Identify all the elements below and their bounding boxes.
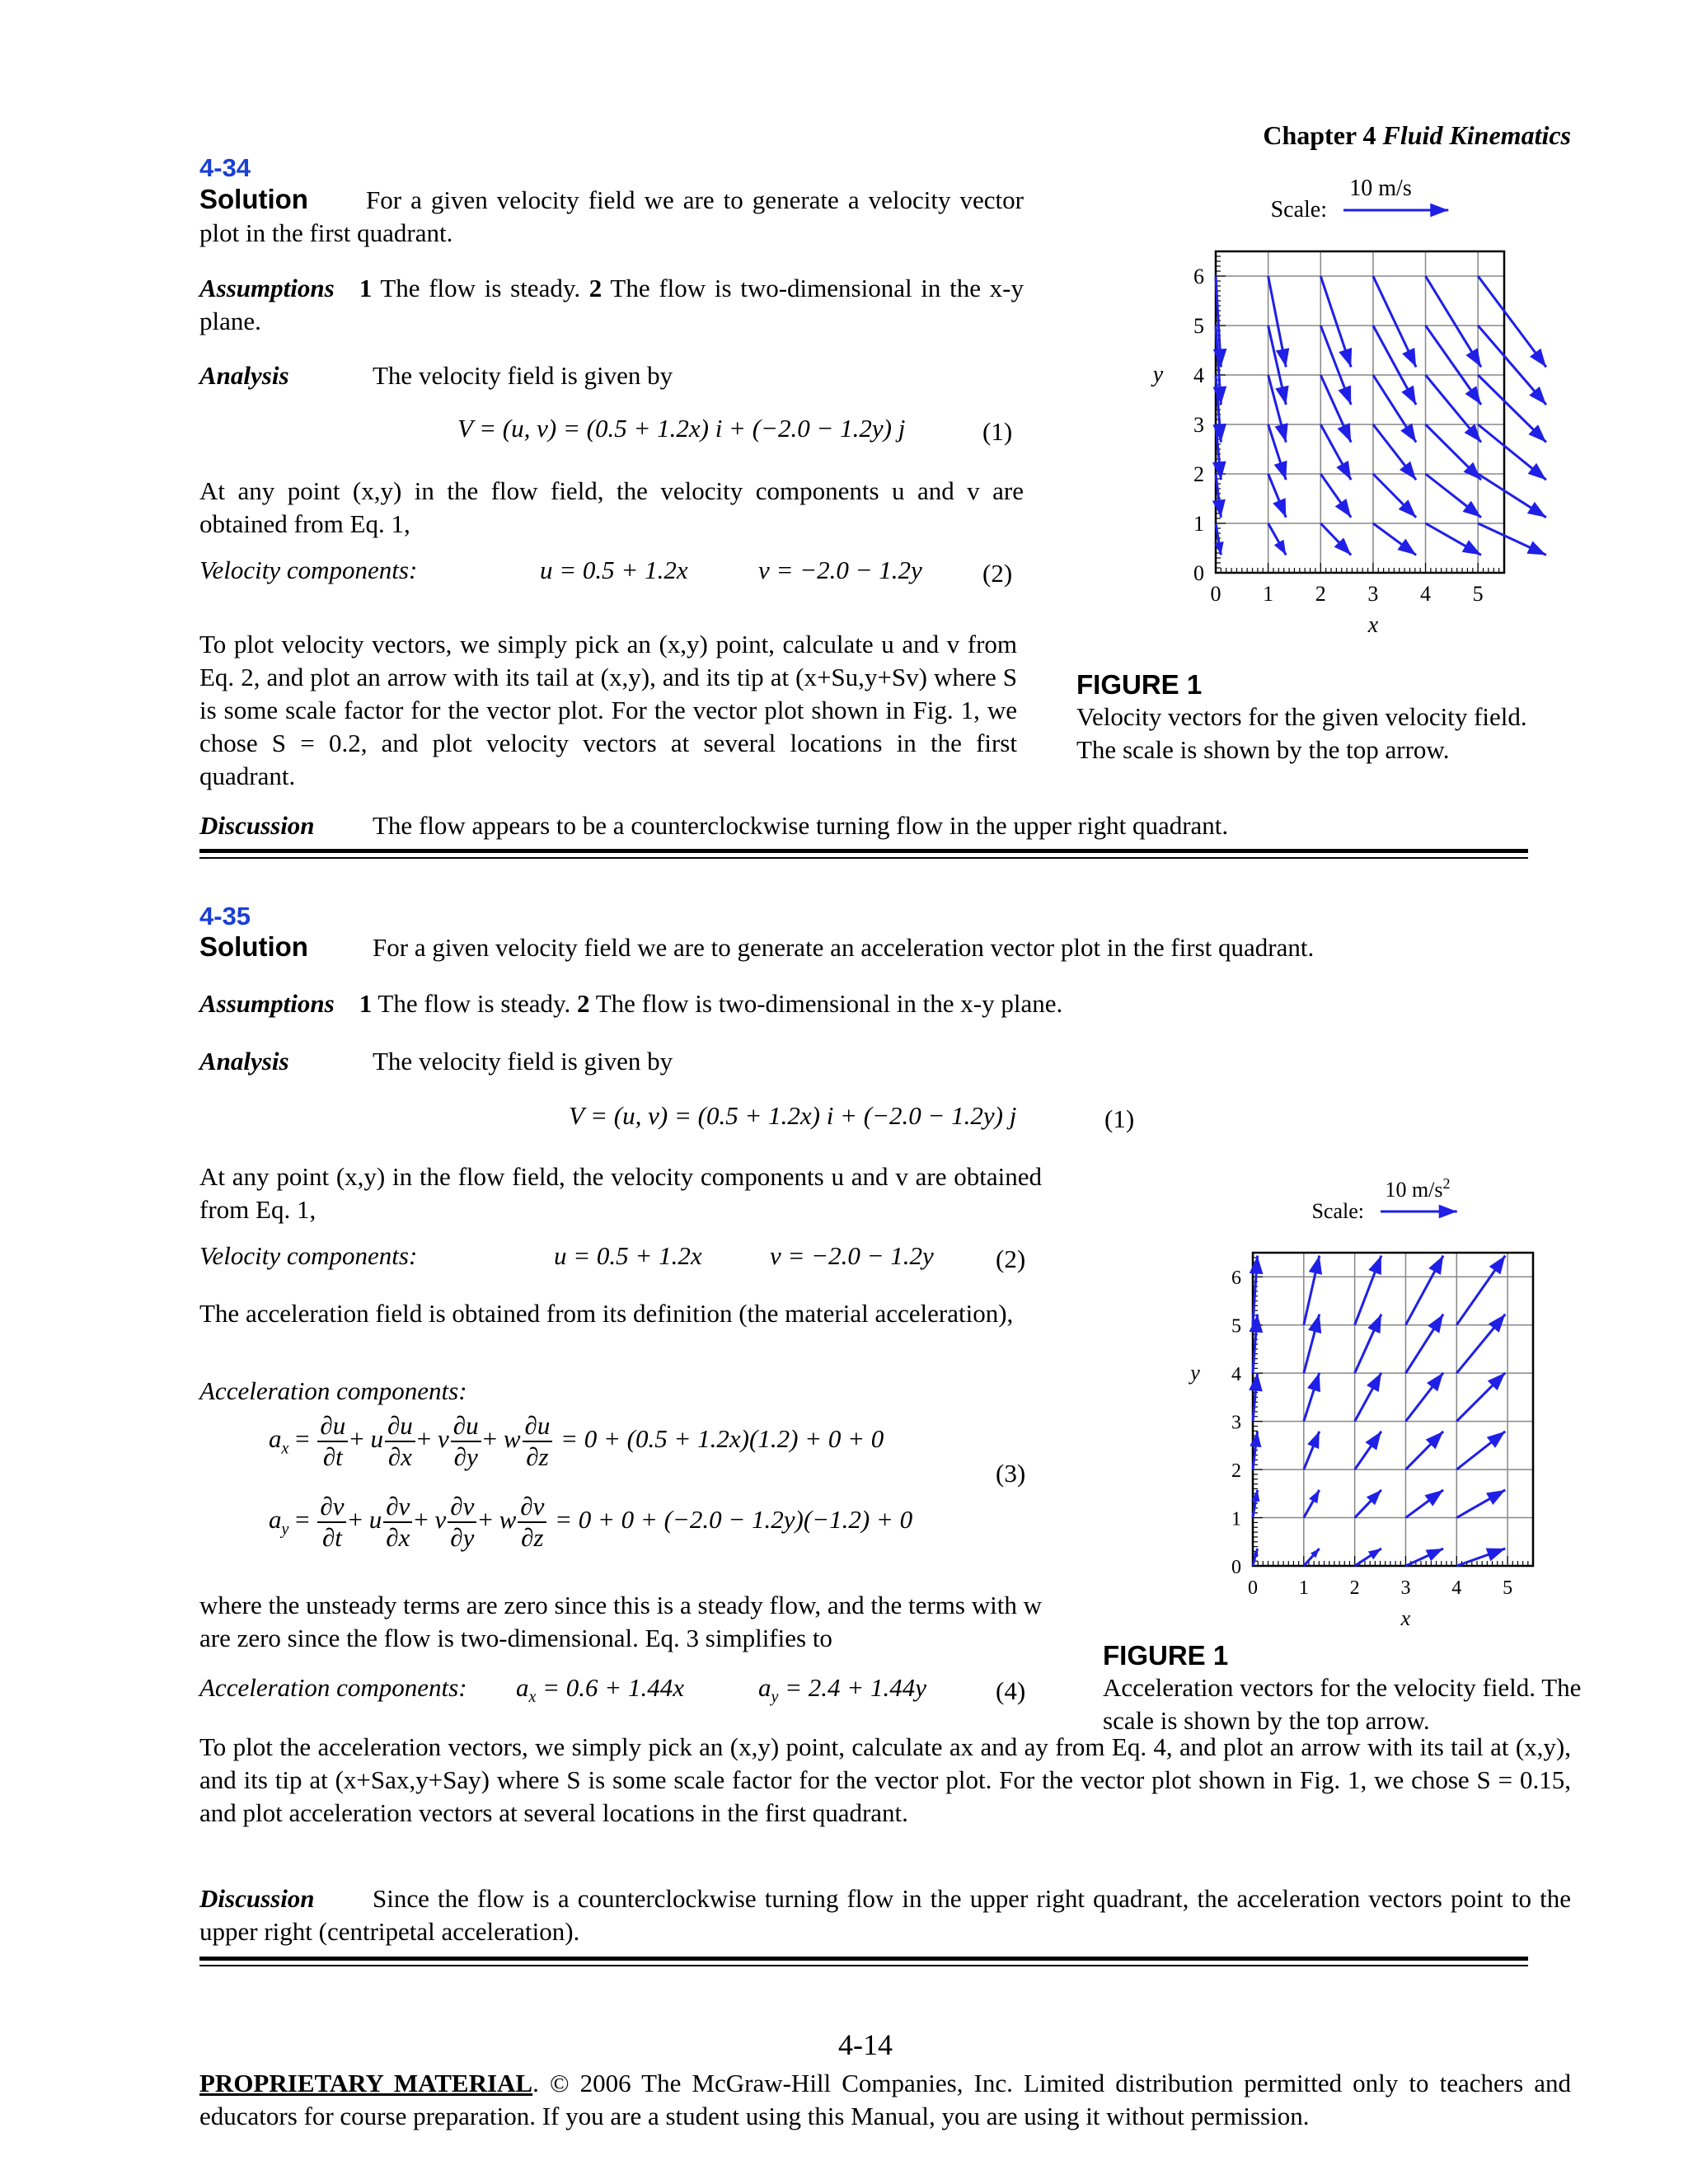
assumption-text: The flow is two-dimensional in the x-y plane. (595, 989, 1063, 1018)
vector-arrow-head (1400, 462, 1416, 480)
v-equation: v = −2.0 − 1.2y (770, 1241, 934, 1270)
x-axis-label: x (1367, 612, 1379, 638)
chapter-title: Fluid Kinematics (1382, 120, 1571, 150)
ax-value: = 0.6 + 1.44x (542, 1673, 684, 1702)
vector-arrow-head (1465, 348, 1481, 367)
x-tick-label: 0 (1210, 582, 1221, 606)
vector-arrow-head (1427, 1373, 1443, 1392)
plot-frame (1216, 251, 1504, 573)
fraction: $\frac{\partial u}{\partial z}$ (523, 1411, 553, 1472)
vector-arrow-head (1367, 1373, 1381, 1392)
paragraph: where the unsteady terms are zero since this is a steady flow, and the terms with w are zero since the flow is two-dimensional. Eq. 3 simplifies to (199, 1591, 1042, 1652)
section-divider (199, 857, 1528, 859)
vector-arrow-head (1465, 386, 1481, 405)
notice-text: . © 2006 The McGraw-Hill Companies, Inc. Limited distribution permitted only to teachers and educators for course preparation. If you are a student using this Manual, you are using it without permission. (199, 2069, 1571, 2130)
paragraph: At any point (x,y) in the flow field, the velocity components u and v are obtained from Eq. 1, (199, 1162, 1042, 1224)
vector-arrow-head (1274, 540, 1286, 555)
paragraph: To plot velocity vectors, we simply pick an (x,y) point, calculate u and v from Eq. 2, and plot an arrow with its tail at (x,y), and its tip at (x+Su,y+Sv) where S is some scale factor for the vector plot. For the vector plot shown in Fig. 1, we chose S = 0.2, and plot velocity vectors at several locations in the first quadrant. (199, 630, 1017, 790)
vector-arrow-head (1368, 1549, 1381, 1559)
discussion-text: Since the flow is a counterclockwise turning flow in the upper right quadrant, the acceleration vectors point to the upper right (centripetal acceleration). (199, 1884, 1571, 1946)
x-tick-label: 1 (1263, 582, 1274, 606)
ax-material-derivative: $a_x$ = $\frac{\partial u}{\partial t}$ + u $\frac{\partial u}{\partial x}$ + v $\frac{\partial u}{\partial y}$ + w $\frac{\partial u}{\partial z}$ = 0 + (0.5 + 1.2x)(1.2) + 0 + 0 (269, 1411, 884, 1471)
problem-number: 4-35 (199, 902, 251, 930)
equation-number: (4) (996, 1676, 1026, 1705)
velocity-components-label: Velocity components: (199, 1241, 418, 1270)
ay-rhs: = 0 + 0 + (−2.0 − 1.2y)(−1.2) + 0 (555, 1505, 913, 1535)
y-tick-label: 5 (1193, 314, 1204, 338)
vector-arrow-head (1309, 1256, 1322, 1275)
acceleration-components-label: Acceleration components: (199, 1376, 467, 1405)
y-tick-label: 1 (1193, 512, 1204, 536)
y-tick-label: 3 (1231, 1412, 1241, 1434)
discussion-paragraph (199, 1882, 1571, 1948)
solution-text: For a given velocity field we are to generate an acceleration vector plot in the first quadrant. (373, 933, 1315, 962)
scale-label: Scale: (1270, 197, 1327, 223)
assumptions-label: Assumptions (199, 274, 335, 302)
paragraph: The acceleration field is obtained from its definition (the material acceleration), (199, 1299, 1014, 1328)
y-axis-label: y (1190, 1361, 1200, 1385)
equation-number: (1) (982, 417, 1013, 446)
vector-arrow-head (1487, 1432, 1505, 1448)
assumptions-paragraph (199, 989, 1568, 1019)
proprietary-label: PROPRIETARY MATERIAL (199, 2069, 533, 2097)
vector-arrow-head (1275, 423, 1288, 442)
y-tick-label: 0 (1231, 1557, 1241, 1578)
figure-title: FIGURE 1 (1103, 1640, 1229, 1671)
velocity-components-label: Velocity components: (199, 555, 418, 584)
fraction: $\frac{\partial v}{\partial t}$ (317, 1492, 346, 1553)
assumption-number: 2 (588, 274, 603, 302)
discussion-line (199, 811, 1568, 841)
vector-arrow-head (1402, 348, 1416, 367)
vector-arrow-head (1526, 541, 1545, 555)
u-equation: u = 0.5 + 1.2x (554, 1241, 702, 1270)
ax-equation: $a_x = 0.6 + 1.44x$ (516, 1673, 684, 1707)
vector-arrow-head (1428, 1315, 1443, 1333)
x-tick-label: 0 (1248, 1577, 1258, 1599)
analysis-label: Analysis (199, 361, 289, 390)
acceleration-components-label: Acceleration components: (199, 1673, 467, 1702)
vector-arrow-head (1274, 461, 1287, 480)
analysis-label: Analysis (199, 1047, 289, 1076)
x-tick-label: 3 (1400, 1577, 1411, 1599)
velocity-equation: V = (u, v) = (0.5 + 1.2x) i + (−2.0 − 1.2y) j (569, 1101, 1017, 1130)
scale-value: 10 $m/s^2$ (1385, 1175, 1451, 1202)
figure-title: FIGURE 1 (1076, 669, 1203, 700)
y-tick-label: 1 (1231, 1508, 1241, 1530)
vector-arrow-head (1367, 1315, 1381, 1333)
plot-frame (1253, 1253, 1533, 1566)
vector-arrow-head (1400, 424, 1416, 443)
x-tick-label: 4 (1420, 582, 1432, 606)
y-tick-label: 5 (1231, 1315, 1241, 1338)
vector-arrow-head (1212, 462, 1226, 480)
x-tick-label: 2 (1315, 582, 1326, 606)
velocity-vector-plot (1121, 169, 1582, 655)
copyright-notice (199, 2067, 1571, 2133)
ay-value: = 2.4 + 1.44y (785, 1673, 926, 1702)
vector-arrow-head (1307, 1373, 1320, 1393)
v-equation: v = −2.0 − 1.2y (758, 555, 922, 584)
vector-arrow-head (1249, 1373, 1263, 1392)
vector-arrow-head (1486, 1548, 1506, 1561)
y-axis-label: y (1152, 362, 1164, 387)
scale-value: 10 m/s (1349, 176, 1412, 201)
x-tick-label: 1 (1298, 1577, 1309, 1599)
solution-text: For a given velocity field we are to generate a velocity vector plot in the first quadrant. (199, 185, 1024, 247)
section-divider (199, 1965, 1528, 1966)
solution-label: Solution (199, 931, 308, 962)
equation-number: (1) (1104, 1104, 1135, 1133)
assumption-text: The flow is steady. (380, 274, 581, 302)
x-tick-label: 2 (1349, 1577, 1360, 1599)
ax-rhs: = 0 + (0.5 + 1.2x)(1.2) + 0 + 0 (560, 1424, 884, 1454)
vector-arrow-head (1426, 1549, 1443, 1561)
paragraph: To plot the acceleration vectors, we simply pick an (x,y) point, calculate ax and ay from Eq. 4, and plot an arrow with its tail at (x,y), and its tip at (x+Sax,y+Say) where S is some scale factor for the vector plot. For the vector plot shown in Fig. 1, we chose S = 0.15, and plot acceleration vectors at several locations in the first quadrant. (199, 1732, 1571, 1827)
u-equation: u = 0.5 + 1.2x (540, 555, 688, 584)
x-tick-label: 4 (1451, 1577, 1462, 1599)
vector-arrow-head (1275, 386, 1288, 405)
y-tick-label: 6 (1231, 1268, 1241, 1290)
chapter-label: Chapter 4 (1263, 120, 1376, 150)
equation-number: (2) (996, 1244, 1026, 1273)
equation-number: (2) (982, 559, 1013, 588)
y-tick-label: 0 (1193, 561, 1204, 585)
vector-arrow-head (1212, 499, 1226, 518)
vector-arrow-head (1338, 385, 1351, 405)
assumptions-label: Assumptions (199, 989, 335, 1018)
assumption-number: 1 (359, 274, 373, 302)
y-tick-label: 2 (1193, 462, 1204, 486)
analysis-text: The velocity field is given by (373, 1047, 673, 1076)
solution-label: Solution (199, 184, 308, 214)
y-tick-label: 4 (1193, 363, 1204, 387)
vector-arrow-head (1401, 386, 1416, 405)
analysis-text: The velocity field is given by (373, 361, 673, 390)
vector-arrow-head (1527, 502, 1546, 518)
vector-arrow-head (1489, 1256, 1505, 1275)
figure-caption: Acceleration vectors for the velocity field. The scale is shown by the top arrow. (1103, 1673, 1582, 1735)
assumption-text: The flow is steady. (377, 989, 571, 1018)
assumption-number: 2 (577, 989, 590, 1018)
ay-equation: $a_y = 2.4 + 1.44y$ (758, 1673, 926, 1707)
discussion-label: Discussion (199, 811, 315, 840)
assumptions-paragraph (199, 272, 1024, 338)
y-tick-label: 2 (1231, 1460, 1241, 1483)
vector-arrow-head (1530, 349, 1546, 368)
discussion-label: Discussion (199, 1884, 315, 1913)
assumption-text: The flow is two-dimensional in the x-y plane. (199, 274, 1024, 335)
ay-material-derivative: $a_y$ = $\frac{\partial v}{\partial t}$ + u $\frac{\partial v}{\partial x}$ + v $\frac{\partial v}{\partial y}$ + w $\frac{\partial v}{\partial z}$ = 0 + 0 + (−2.0 − 1.2y)(−1.2) + 0 (269, 1492, 913, 1552)
x-tick-label: 5 (1503, 1577, 1513, 1599)
vector-arrow-head (1368, 1256, 1381, 1276)
solution-paragraph (199, 183, 1024, 250)
scale-label: Scale: (1311, 1199, 1364, 1223)
chapter-header (1263, 120, 1571, 151)
scale-arrow-head (1430, 204, 1448, 218)
analysis-line (199, 1047, 673, 1076)
x-tick-label: 3 (1367, 582, 1379, 606)
fraction: $\frac{\partial v}{\partial y}$ (448, 1492, 476, 1553)
vector-arrow-head (1308, 1315, 1321, 1333)
vector-arrow-head (1397, 539, 1416, 555)
solution-paragraph (199, 931, 1568, 963)
vector-arrow-head (1335, 499, 1351, 518)
paragraph: At any point (x,y) in the flow field, the velocity components u and v are obtained from Eq. 1, (199, 476, 1024, 538)
fraction: $\frac{\partial v}{\partial x}$ (383, 1492, 412, 1553)
section-divider (199, 1957, 1528, 1961)
velocity-equation: V = (u, v) = (0.5 + 1.2x) i + (−2.0 − 1.2y) j (457, 414, 906, 443)
fraction: $\frac{\partial u}{\partial x}$ (385, 1411, 415, 1472)
y-tick-label: 6 (1193, 265, 1204, 288)
discussion-text: The flow appears to be a counterclockwise turning flow in the upper right quadrant. (373, 811, 1229, 840)
vector-arrow-head (1250, 1432, 1261, 1447)
y-tick-label: 4 (1231, 1364, 1241, 1386)
fraction: $\frac{\partial v}{\partial z}$ (518, 1492, 546, 1553)
acceleration-vector-plot (1162, 1170, 1591, 1632)
assumption-number: 1 (359, 989, 373, 1018)
x-axis-label: x (1400, 1606, 1411, 1630)
vector-arrow-head (1365, 1432, 1381, 1451)
page-number: 4-14 (838, 2028, 893, 2061)
vector-arrow-head (1424, 1490, 1443, 1507)
y-tick-label: 3 (1193, 413, 1204, 437)
vector-arrow-head (1339, 348, 1352, 368)
vector-arrow-head (1428, 1256, 1443, 1275)
scale-arrow-head (1439, 1205, 1457, 1219)
vector-arrow-head (1307, 1432, 1320, 1449)
vector-arrow-head (1309, 1490, 1320, 1503)
problem-number: 4-34 (199, 153, 251, 182)
fraction: $\frac{\partial u}{\partial t}$ (317, 1411, 348, 1472)
figure-caption: Velocity vectors for the given velocity field. The scale is shown by the top arrow. (1076, 702, 1527, 764)
equation-number: (3) (996, 1459, 1026, 1488)
fraction: $\frac{\partial u}{\partial y}$ (451, 1411, 481, 1472)
vector-arrow-head (1250, 1256, 1264, 1275)
vector-arrow-head (1273, 498, 1286, 518)
analysis-line (199, 361, 673, 391)
x-tick-label: 5 (1472, 582, 1484, 606)
vector-arrow-head (1336, 461, 1351, 480)
section-divider (199, 849, 1528, 853)
vector-arrow-head (1486, 1490, 1505, 1505)
vector-arrow-head (1337, 423, 1351, 442)
